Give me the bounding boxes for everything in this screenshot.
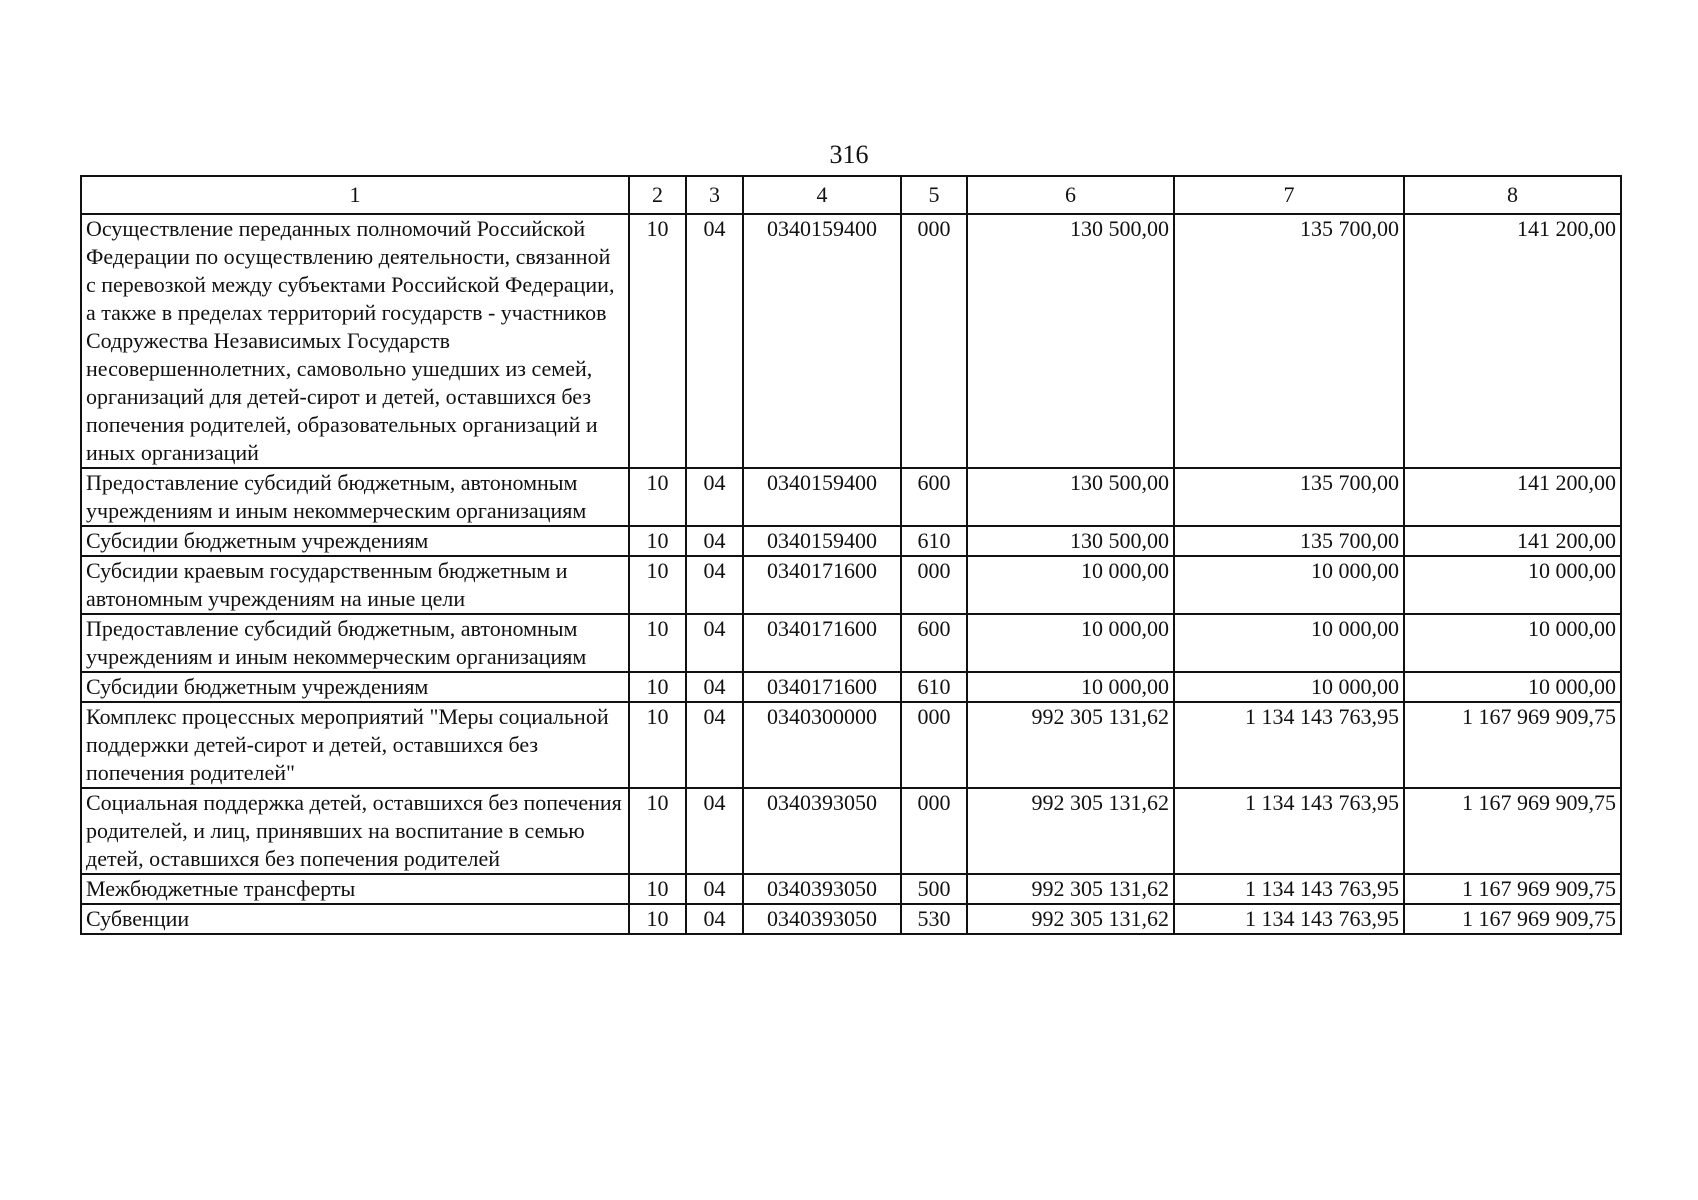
row-name: Социальная поддержка детей, оставшихся без попечения родителей, и лиц, принявших на воспитание в семью детей, оставшихся без попечения родителей bbox=[81, 788, 629, 874]
target-article-code: 0340171600 bbox=[743, 672, 901, 702]
row-name: Предоставление субсидий бюджетным, автономным учреждениям и иным некоммерческим организациям bbox=[81, 468, 629, 526]
amount-col-7: 135 700,00 bbox=[1174, 468, 1404, 526]
amount-col-6: 992 305 131,62 bbox=[967, 874, 1174, 904]
amount-col-8: 1 167 969 909,75 bbox=[1404, 702, 1621, 788]
header-col-7: 7 bbox=[1174, 176, 1404, 214]
amount-col-8: 10 000,00 bbox=[1404, 556, 1621, 614]
header-col-3: 3 bbox=[686, 176, 743, 214]
table-row bbox=[81, 788, 1621, 874]
amount-col-6: 992 305 131,62 bbox=[967, 904, 1174, 934]
table-row bbox=[81, 556, 1621, 614]
subsection-code: 04 bbox=[686, 468, 743, 526]
header-col-5: 5 bbox=[901, 176, 967, 214]
subsection-code: 04 bbox=[686, 214, 743, 468]
header-row bbox=[81, 176, 1621, 214]
amount-col-6: 10 000,00 bbox=[967, 672, 1174, 702]
subsection-code: 04 bbox=[686, 614, 743, 672]
header-col-2: 2 bbox=[629, 176, 686, 214]
section-code: 10 bbox=[629, 556, 686, 614]
target-article-code: 0340171600 bbox=[743, 556, 901, 614]
section-code: 10 bbox=[629, 904, 686, 934]
section-code: 10 bbox=[629, 702, 686, 788]
amount-col-8: 1 167 969 909,75 bbox=[1404, 874, 1621, 904]
amount-col-6: 10 000,00 bbox=[967, 556, 1174, 614]
amount-col-7: 10 000,00 bbox=[1174, 672, 1404, 702]
amount-col-8: 1 167 969 909,75 bbox=[1404, 904, 1621, 934]
expense-type-code: 000 bbox=[901, 556, 967, 614]
amount-col-7: 1 134 143 763,95 bbox=[1174, 702, 1404, 788]
table-row bbox=[81, 614, 1621, 672]
expense-type-code: 000 bbox=[901, 788, 967, 874]
section-code: 10 bbox=[629, 526, 686, 556]
section-code: 10 bbox=[629, 614, 686, 672]
header-col-6: 6 bbox=[967, 176, 1174, 214]
amount-col-6: 992 305 131,62 bbox=[967, 788, 1174, 874]
section-code: 10 bbox=[629, 468, 686, 526]
target-article-code: 0340393050 bbox=[743, 874, 901, 904]
row-name: Комплекс процессных мероприятий "Меры социальной поддержки детей-сирот и детей, оставшихся без попечения родителей" bbox=[81, 702, 629, 788]
header-col-8: 8 bbox=[1404, 176, 1621, 214]
amount-col-8: 141 200,00 bbox=[1404, 214, 1621, 468]
amount-col-6: 130 500,00 bbox=[967, 526, 1174, 556]
subsection-code: 04 bbox=[686, 556, 743, 614]
section-code: 10 bbox=[629, 214, 686, 468]
amount-col-7: 1 134 143 763,95 bbox=[1174, 874, 1404, 904]
expense-type-code: 610 bbox=[901, 526, 967, 556]
amount-col-8: 1 167 969 909,75 bbox=[1404, 788, 1621, 874]
subsection-code: 04 bbox=[686, 526, 743, 556]
target-article-code: 0340171600 bbox=[743, 614, 901, 672]
section-code: 10 bbox=[629, 672, 686, 702]
subsection-code: 04 bbox=[686, 672, 743, 702]
table-row bbox=[81, 904, 1621, 934]
amount-col-7: 1 134 143 763,95 bbox=[1174, 904, 1404, 934]
table-row bbox=[81, 874, 1621, 904]
expense-type-code: 610 bbox=[901, 672, 967, 702]
header-col-1: 1 bbox=[81, 176, 629, 214]
amount-col-8: 10 000,00 bbox=[1404, 614, 1621, 672]
amount-col-6: 10 000,00 bbox=[967, 614, 1174, 672]
budget-table bbox=[80, 175, 1622, 935]
section-code: 10 bbox=[629, 788, 686, 874]
row-name: Субсидии краевым государственным бюджетным и автономным учреждениям на иные цели bbox=[81, 556, 629, 614]
table-row bbox=[81, 702, 1621, 788]
row-name: Осуществление переданных полномочий Российской Федерации по осуществлению деятельности, связанной с перевозкой между субъектами Российской Федерации, а также в пределах территорий государств - участников Содружества Независимых Государств несовершеннолетних, самовольно ушедших из семей, организаций для детей-сирот и детей, оставшихся без попечения родителей, образовательных организаций и иных организаций bbox=[81, 214, 629, 468]
amount-col-6: 992 305 131,62 bbox=[967, 702, 1174, 788]
target-article-code: 0340159400 bbox=[743, 214, 901, 468]
expense-type-code: 600 bbox=[901, 468, 967, 526]
target-article-code: 0340300000 bbox=[743, 702, 901, 788]
table-row bbox=[81, 526, 1621, 556]
subsection-code: 04 bbox=[686, 702, 743, 788]
target-article-code: 0340159400 bbox=[743, 526, 901, 556]
section-code: 10 bbox=[629, 874, 686, 904]
row-name: Субвенции bbox=[81, 904, 629, 934]
table-row bbox=[81, 214, 1621, 468]
header-col-4: 4 bbox=[743, 176, 901, 214]
target-article-code: 0340159400 bbox=[743, 468, 901, 526]
expense-type-code: 000 bbox=[901, 214, 967, 468]
target-article-code: 0340393050 bbox=[743, 788, 901, 874]
amount-col-7: 1 134 143 763,95 bbox=[1174, 788, 1404, 874]
page-number: 316 bbox=[829, 140, 869, 169]
amount-col-7: 10 000,00 bbox=[1174, 556, 1404, 614]
expense-type-code: 600 bbox=[901, 614, 967, 672]
amount-col-7: 135 700,00 bbox=[1174, 526, 1404, 556]
row-name: Предоставление субсидий бюджетным, автономным учреждениям и иным некоммерческим организациям bbox=[81, 614, 629, 672]
row-name: Субсидии бюджетным учреждениям bbox=[81, 672, 629, 702]
expense-type-code: 530 bbox=[901, 904, 967, 934]
expense-type-code: 500 bbox=[901, 874, 967, 904]
amount-col-6: 130 500,00 bbox=[967, 468, 1174, 526]
target-article-code: 0340393050 bbox=[743, 904, 901, 934]
row-name: Субсидии бюджетным учреждениям bbox=[81, 526, 629, 556]
subsection-code: 04 bbox=[686, 904, 743, 934]
row-name: Межбюджетные трансферты bbox=[81, 874, 629, 904]
amount-col-8: 10 000,00 bbox=[1404, 672, 1621, 702]
expense-type-code: 000 bbox=[901, 702, 967, 788]
amount-col-8: 141 200,00 bbox=[1404, 468, 1621, 526]
table-row bbox=[81, 468, 1621, 526]
amount-col-8: 141 200,00 bbox=[1404, 526, 1621, 556]
subsection-code: 04 bbox=[686, 788, 743, 874]
amount-col-7: 135 700,00 bbox=[1174, 214, 1404, 468]
table-row bbox=[81, 672, 1621, 702]
amount-col-7: 10 000,00 bbox=[1174, 614, 1404, 672]
amount-col-6: 130 500,00 bbox=[967, 214, 1174, 468]
subsection-code: 04 bbox=[686, 874, 743, 904]
